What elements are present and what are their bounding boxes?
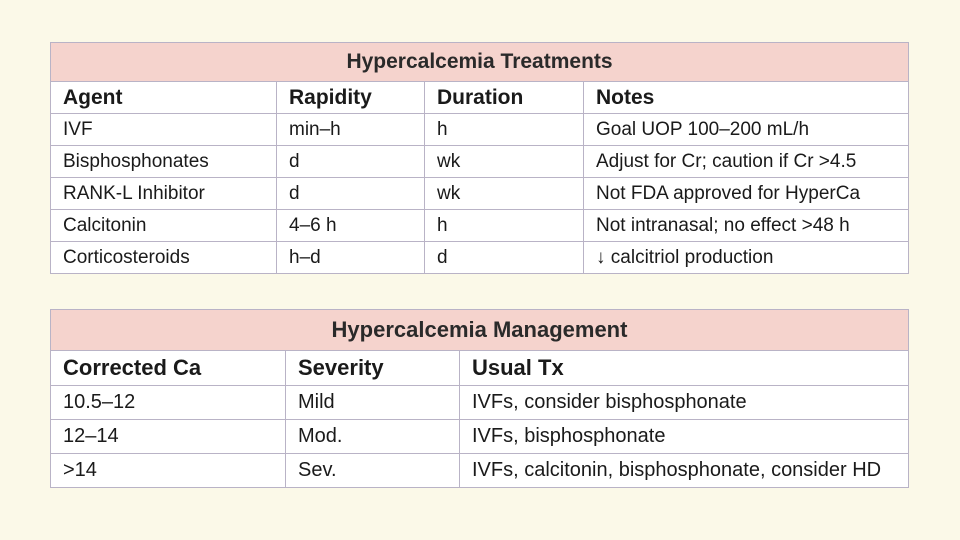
cell-rapidity: d xyxy=(277,178,425,210)
cell-duration: wk xyxy=(425,178,584,210)
cell-usual-tx: IVFs, consider bisphosphonate xyxy=(460,386,909,420)
header-corrected-ca: Corrected Ca xyxy=(51,351,286,386)
cell-rapidity: 4–6 h xyxy=(277,210,425,242)
cell-rapidity: d xyxy=(277,146,425,178)
cell-severity: Mild xyxy=(286,386,460,420)
cell-agent: Calcitonin xyxy=(51,210,277,242)
treatments-title: Hypercalcemia Treatments xyxy=(51,43,909,82)
treatments-table xyxy=(50,42,909,274)
cell-usual-tx: IVFs, calcitonin, bisphosphonate, consider HD xyxy=(460,454,909,488)
cell-duration: d xyxy=(425,242,584,274)
cell-duration: wk xyxy=(425,146,584,178)
cell-notes: Goal UOP 100–200 mL/h xyxy=(584,114,909,146)
cell-agent: RANK-L Inhibitor xyxy=(51,178,277,210)
cell-duration: h xyxy=(425,210,584,242)
table-row xyxy=(51,114,909,146)
header-notes: Notes xyxy=(584,82,909,114)
header-usual-tx: Usual Tx xyxy=(460,351,909,386)
management-title: Hypercalcemia Management xyxy=(51,310,909,351)
table-row xyxy=(51,146,909,178)
cell-severity: Sev. xyxy=(286,454,460,488)
cell-agent: Bisphosphonates xyxy=(51,146,277,178)
header-duration: Duration xyxy=(425,82,584,114)
cell-notes: Adjust for Cr; caution if Cr >4.5 xyxy=(584,146,909,178)
cell-usual-tx: IVFs, bisphosphonate xyxy=(460,420,909,454)
table-title-row xyxy=(51,43,909,82)
cell-notes: Not FDA approved for HyperCa xyxy=(584,178,909,210)
cell-rapidity: h–d xyxy=(277,242,425,274)
cell-duration: h xyxy=(425,114,584,146)
management-table xyxy=(50,309,909,488)
table-row xyxy=(51,454,909,488)
cell-corrected-ca: 12–14 xyxy=(51,420,286,454)
header-row xyxy=(51,82,909,114)
cell-notes: Not intranasal; no effect >48 h xyxy=(584,210,909,242)
cell-corrected-ca: 10.5–12 xyxy=(51,386,286,420)
cell-agent: IVF xyxy=(51,114,277,146)
table-row xyxy=(51,178,909,210)
header-severity: Severity xyxy=(286,351,460,386)
cell-notes: ↓ calcitriol production xyxy=(584,242,909,274)
table-title-row xyxy=(51,310,909,351)
table-row xyxy=(51,420,909,454)
cell-corrected-ca: >14 xyxy=(51,454,286,488)
cell-agent: Corticosteroids xyxy=(51,242,277,274)
table-row xyxy=(51,210,909,242)
header-row xyxy=(51,351,909,386)
header-rapidity: Rapidity xyxy=(277,82,425,114)
cell-rapidity: min–h xyxy=(277,114,425,146)
table-row xyxy=(51,242,909,274)
table-row xyxy=(51,386,909,420)
cell-severity: Mod. xyxy=(286,420,460,454)
header-agent: Agent xyxy=(51,82,277,114)
